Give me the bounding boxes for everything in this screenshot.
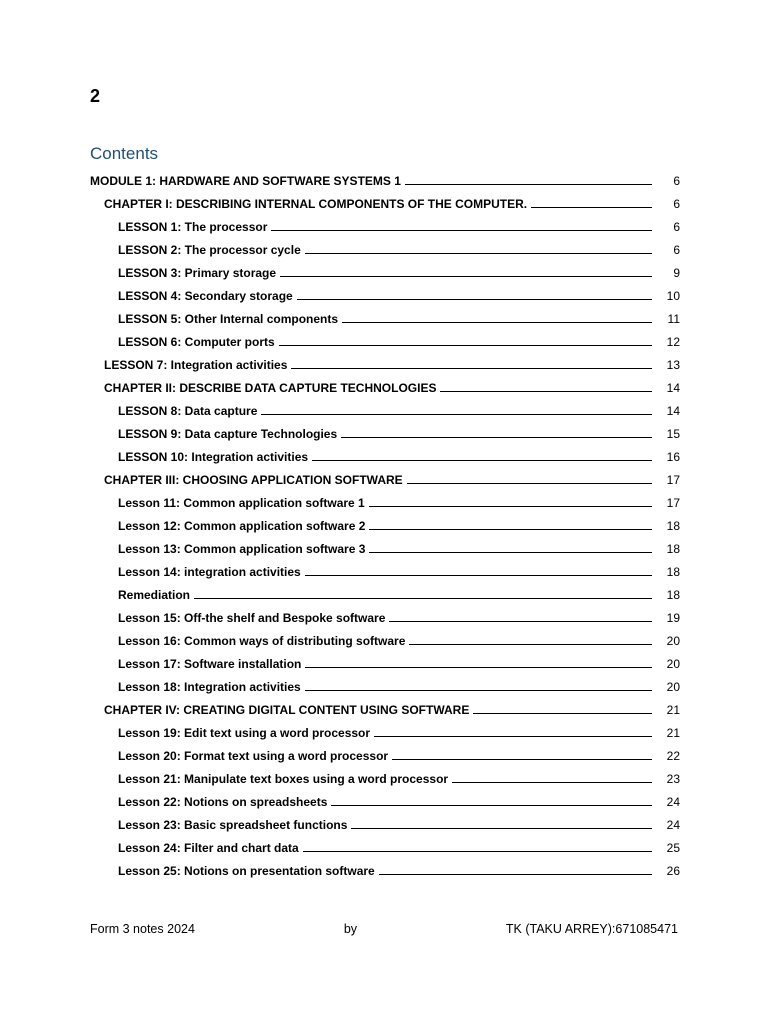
toc-entry-label: Remediation bbox=[118, 588, 191, 602]
toc-leader-line bbox=[305, 667, 652, 668]
toc-leader-line bbox=[473, 713, 652, 714]
toc-entry-label: MODULE 1: HARDWARE AND SOFTWARE SYSTEMS 1 bbox=[90, 174, 401, 188]
toc-entry-page: 26 bbox=[666, 864, 680, 878]
toc-entry-page: 6 bbox=[673, 197, 680, 211]
toc-leader-line bbox=[409, 644, 652, 645]
toc-entry-label: Lesson 25: Notions on presentation software bbox=[118, 864, 375, 878]
toc-leader-line bbox=[452, 782, 652, 783]
toc-entry-label: Lesson 18: Integration activities bbox=[118, 680, 301, 694]
toc-entry[interactable] bbox=[90, 671, 680, 694]
toc-entry-page: 16 bbox=[666, 450, 680, 464]
toc-leader-line bbox=[280, 276, 652, 277]
toc-entry-label: LESSON 9: Data capture Technologies bbox=[118, 427, 338, 441]
toc-leader-line bbox=[369, 506, 652, 507]
toc-entry-label: LESSON 10: Integration activities bbox=[118, 450, 309, 464]
toc-leader-line bbox=[531, 207, 652, 208]
toc-entry[interactable] bbox=[90, 740, 680, 763]
toc-entry[interactable] bbox=[90, 579, 680, 602]
toc-entry-page: 9 bbox=[673, 266, 680, 280]
toc-entry-page: 6 bbox=[673, 174, 680, 188]
toc-entry-page: 14 bbox=[666, 404, 680, 418]
toc-entry[interactable] bbox=[90, 855, 680, 878]
toc-leader-line bbox=[407, 483, 652, 484]
toc-entry-page: 18 bbox=[666, 542, 680, 556]
toc-entry[interactable] bbox=[90, 372, 680, 395]
toc-entry[interactable] bbox=[90, 326, 680, 349]
toc-entry-label: LESSON 2: The processor cycle bbox=[118, 243, 301, 257]
toc-entry-page: 23 bbox=[666, 772, 680, 786]
toc-leader-line bbox=[271, 230, 652, 231]
toc-entry-label: Lesson 21: Manipulate text boxes using a word processor bbox=[118, 772, 449, 786]
toc-entry-label: LESSON 8: Data capture bbox=[118, 404, 258, 418]
toc-leader-line bbox=[261, 414, 652, 415]
toc-entry[interactable] bbox=[90, 418, 680, 441]
toc-entry[interactable] bbox=[90, 648, 680, 671]
toc-entry-page: 11 bbox=[667, 312, 680, 326]
toc-entry[interactable] bbox=[90, 165, 680, 188]
toc-leader-line bbox=[392, 759, 652, 760]
toc-entry[interactable] bbox=[90, 487, 680, 510]
toc-entry-label: LESSON 6: Computer ports bbox=[118, 335, 275, 349]
toc-entry-page: 20 bbox=[666, 680, 680, 694]
toc-entry-page: 21 bbox=[666, 703, 680, 717]
toc-entry-label: CHAPTER II: DESCRIBE DATA CAPTURE TECHNOLOGIES bbox=[104, 381, 437, 395]
toc-entry[interactable] bbox=[90, 234, 680, 257]
toc-entry-label: CHAPTER IV: CREATING DIGITAL CONTENT USING SOFTWARE bbox=[104, 703, 470, 717]
footer-left: Form 3 notes 2024 bbox=[90, 922, 195, 936]
toc-entry[interactable] bbox=[90, 625, 680, 648]
toc-entry-page: 20 bbox=[666, 657, 680, 671]
toc-entry-page: 14 bbox=[666, 381, 680, 395]
toc-entry-page: 6 bbox=[673, 243, 680, 257]
page-footer bbox=[90, 922, 678, 936]
toc-entry[interactable] bbox=[90, 717, 680, 740]
toc-entry-page: 21 bbox=[666, 726, 680, 740]
toc-entry[interactable] bbox=[90, 510, 680, 533]
footer-right: TK (TAKU ARREY):671085471 bbox=[505, 922, 678, 936]
toc-entry-page: 25 bbox=[666, 841, 680, 855]
toc-entry[interactable] bbox=[90, 441, 680, 464]
toc-entry-label: CHAPTER III: CHOOSING APPLICATION SOFTWARE bbox=[104, 473, 403, 487]
toc-entry[interactable] bbox=[90, 763, 680, 786]
toc-entry[interactable] bbox=[90, 349, 680, 372]
toc-entry-label: Lesson 14: integration activities bbox=[118, 565, 301, 579]
toc-entry[interactable] bbox=[90, 188, 680, 211]
toc-entry[interactable] bbox=[90, 464, 680, 487]
toc-entry-page: 24 bbox=[666, 795, 680, 809]
toc-entry-label: Lesson 17: Software installation bbox=[118, 657, 302, 671]
toc-entry-page: 18 bbox=[666, 519, 680, 533]
toc-leader-line bbox=[194, 598, 652, 599]
toc-entry-page: 19 bbox=[666, 611, 680, 625]
toc-leader-line bbox=[405, 184, 652, 185]
toc-entry-page: 12 bbox=[666, 335, 680, 349]
toc-entry[interactable] bbox=[90, 280, 680, 303]
toc-entry[interactable] bbox=[90, 533, 680, 556]
toc-entry-label: Lesson 22: Notions on spreadsheets bbox=[118, 795, 328, 809]
toc-entry[interactable] bbox=[90, 556, 680, 579]
toc-entry-label: LESSON 3: Primary storage bbox=[118, 266, 277, 280]
toc-entry[interactable] bbox=[90, 257, 680, 280]
toc-entry-label: LESSON 7: Integration activities bbox=[104, 358, 288, 372]
toc-entry-label: LESSON 4: Secondary storage bbox=[118, 289, 293, 303]
toc-entry-page: 17 bbox=[666, 473, 680, 487]
table-of-contents bbox=[90, 165, 680, 878]
toc-title: Contents bbox=[90, 144, 159, 163]
toc-entry-label: Lesson 15: Off-the shelf and Bespoke software bbox=[118, 611, 386, 625]
toc-entry-page: 6 bbox=[673, 220, 680, 234]
toc-entry-label: LESSON 1: The processor bbox=[118, 220, 268, 234]
toc-entry[interactable] bbox=[90, 395, 680, 418]
toc-entry[interactable] bbox=[90, 211, 680, 234]
toc-entry-label: Lesson 23: Basic spreadsheet functions bbox=[118, 818, 348, 832]
toc-entry-page: 24 bbox=[666, 818, 680, 832]
toc-entry-page: 18 bbox=[666, 588, 680, 602]
toc-entry-label: Lesson 24: Filter and chart data bbox=[118, 841, 299, 855]
toc-entry-label: Lesson 20: Format text using a word processor bbox=[118, 749, 389, 763]
toc-leader-line bbox=[279, 345, 652, 346]
toc-leader-line bbox=[351, 828, 652, 829]
toc-leader-line bbox=[331, 805, 652, 806]
toc-leader-line bbox=[440, 391, 652, 392]
toc-entry[interactable] bbox=[90, 786, 680, 809]
toc-entry-label: Lesson 13: Common application software 3 bbox=[118, 542, 366, 556]
toc-leader-line bbox=[374, 736, 652, 737]
toc-entry[interactable] bbox=[90, 694, 680, 717]
toc-entry-label: Lesson 11: Common application software 1 bbox=[118, 496, 365, 510]
toc-leader-line bbox=[305, 690, 652, 691]
toc-leader-line bbox=[305, 575, 652, 576]
toc-leader-line bbox=[341, 437, 652, 438]
toc-leader-line bbox=[389, 621, 652, 622]
toc-entry-label: Lesson 19: Edit text using a word processor bbox=[118, 726, 371, 740]
toc-leader-line bbox=[342, 322, 652, 323]
toc-leader-line bbox=[303, 851, 652, 852]
toc-leader-line bbox=[369, 552, 652, 553]
page-number: 2 bbox=[90, 86, 101, 106]
toc-entry-page: 15 bbox=[666, 427, 680, 441]
toc-entry-label: Lesson 16: Common ways of distributing software bbox=[118, 634, 406, 648]
toc-leader-line bbox=[312, 460, 652, 461]
toc-entry-page: 13 bbox=[666, 358, 680, 372]
toc-entry-page: 17 bbox=[666, 496, 680, 510]
toc-entry[interactable] bbox=[90, 809, 680, 832]
toc-entry-page: 20 bbox=[666, 634, 680, 648]
toc-entry-page: 18 bbox=[666, 565, 680, 579]
toc-leader-line bbox=[379, 874, 652, 875]
toc-leader-line bbox=[291, 368, 652, 369]
toc-entry-label: Lesson 12: Common application software 2 bbox=[118, 519, 366, 533]
toc-entry[interactable] bbox=[90, 303, 680, 326]
toc-entry[interactable] bbox=[90, 602, 680, 625]
toc-entry-page: 10 bbox=[666, 289, 680, 303]
toc-leader-line bbox=[305, 253, 652, 254]
toc-entry[interactable] bbox=[90, 832, 680, 855]
toc-entry-label: LESSON 5: Other Internal components bbox=[118, 312, 339, 326]
toc-entry-page: 22 bbox=[666, 749, 680, 763]
footer-center: by bbox=[343, 922, 358, 936]
toc-entry-label: CHAPTER I: DESCRIBING INTERNAL COMPONENTS OF THE COMPUTER. bbox=[104, 197, 528, 211]
toc-leader-line bbox=[297, 299, 652, 300]
toc-leader-line bbox=[369, 529, 652, 530]
